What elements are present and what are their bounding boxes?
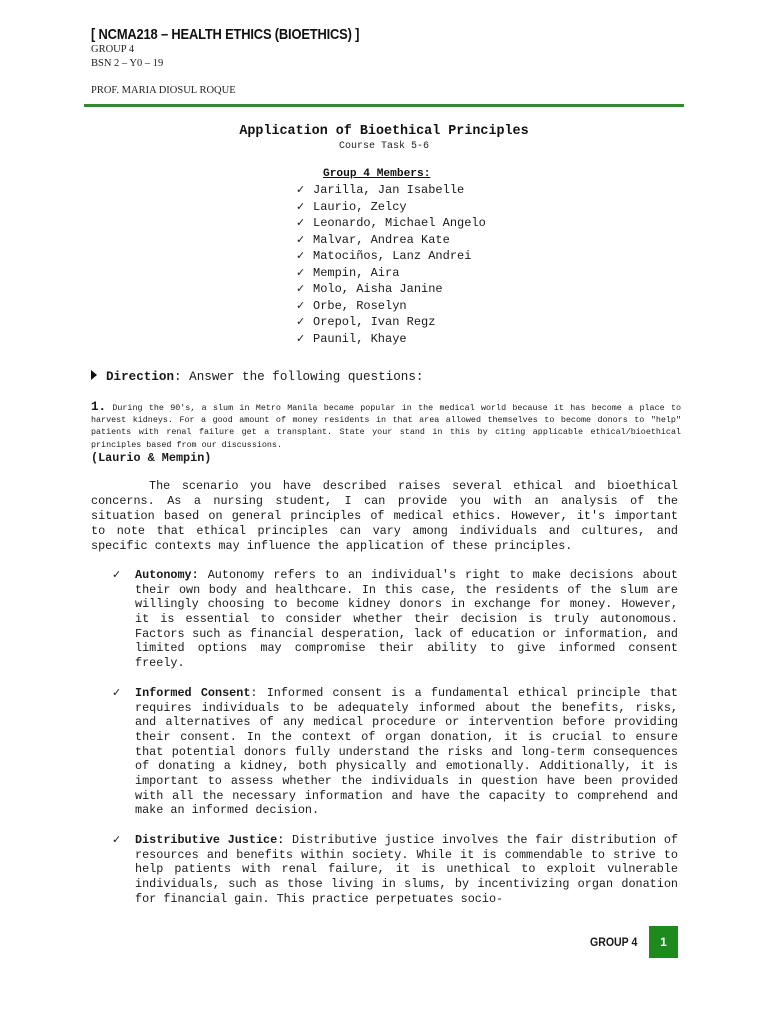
member-name: Jarilla, Jan Isabelle xyxy=(313,183,465,197)
members-heading: Group 4 Members: xyxy=(323,168,431,180)
page-number-badge: 1 xyxy=(649,926,678,958)
checkmark-icon: ✓ xyxy=(112,568,122,581)
member-name: Leonardo, Michael Angelo xyxy=(313,216,486,230)
document-title: Application of Bioethical Principles xyxy=(239,124,529,139)
intro-paragraph: The scenario you have described raises several ethical and bioethical concerns. As a nursing student, I can provide you with an analysis of the situation based on general principles of medical ethics. However, it's important to note that ethical principles can vary among individuals and cultures, and specific contexts may influence the application of these principles. xyxy=(91,479,678,553)
checkmark-icon: ✓ xyxy=(296,183,306,196)
list-item xyxy=(296,248,486,265)
member-name: Matociños, Lanz Andrei xyxy=(313,249,472,263)
direction-label: Direction xyxy=(106,370,175,384)
member-name: Laurio, Zelcy xyxy=(313,199,407,214)
list-item xyxy=(296,182,486,199)
direction-line xyxy=(91,370,423,384)
principle-body xyxy=(135,568,678,671)
principle-distributive-justice xyxy=(112,833,678,906)
principle-text: : Informed consent is a fundamental ethical principle that requires individuals to be adequately informed about the benefits, risks, and alternatives of any medical procedure or intervention before providing their consent. In the context of organ donation, it is crucial to ensure that potential donors fully understand the risks and long-term consequences of donating a kidney, both physically and emotionally. Additionally, it is important to assess whether the individuals in question have been provided with all the necessary information and have the capacity to comprehend and make an informed decision. xyxy=(135,686,678,818)
principle-body xyxy=(135,686,678,818)
course-title: [ NCMA218 – HEALTH ETHICS (BIOETHICS) ] xyxy=(91,26,360,43)
member-name: Paunil, Khaye xyxy=(313,331,407,346)
checkmark-icon: ✓ xyxy=(296,331,306,345)
footer-group-label: GROUP 4 xyxy=(590,935,638,949)
checkmark-icon: ✓ xyxy=(296,249,306,262)
document-subtitle: Course Task 5-6 xyxy=(338,141,429,152)
principle-text: Distributive justice involves the fair distribution of resources and benefits within society. While it is commendable to strive to help patients with renal failure, it is unethical to exploit vulnerable individuals, such as those living in slums, by incentivizing organ donation for financial gain. This practice perpetuates socio- xyxy=(135,833,678,906)
member-name: Orbe, Roselyn xyxy=(313,298,407,313)
list-item xyxy=(296,331,486,348)
list-item xyxy=(296,281,486,298)
section-label: BSN 2 – Y0 – 19 xyxy=(91,58,164,69)
triangle-bullet-icon xyxy=(91,370,97,380)
checkmark-icon: ✓ xyxy=(112,833,122,846)
checkmark-icon: ✓ xyxy=(296,199,306,213)
principle-autonomy xyxy=(112,568,678,671)
checkmark-icon: ✓ xyxy=(112,686,122,699)
question-number: 1. xyxy=(91,400,107,414)
checkmark-icon: ✓ xyxy=(296,265,306,279)
principle-text: Autonomy refers to an individual's right to make decisions about their own body and healthcare. In this case, the residents of the slum are willingly choosing to become kidney donors in exchange for money. However, it is essential to consider whether their decision is truly autonomous. Factors such as financial desperation, lack of education or information, and limited options may compromise their ability to give informed consent freely. xyxy=(135,568,678,670)
member-name: Malvar, Andrea Kate xyxy=(313,232,450,247)
list-item xyxy=(296,298,486,315)
list-item xyxy=(296,232,486,249)
member-name: Molo, Aisha Janine xyxy=(313,282,443,296)
list-item xyxy=(296,199,486,216)
question-1 xyxy=(91,401,681,451)
header-divider xyxy=(84,104,684,107)
question-text: During the 90's, a slum in Metro Manila became popular in the medical world because it has become a place to harvest kidneys. For a good amount of money residents in that area allowed themselves to become donors to "help" patients with renal failure get a transplant. State your stand in this by citing applicable ethical/bioethical principles based from our discussions. xyxy=(91,403,681,450)
professor-label: PROF. MARIA DIOSUL ROQUE xyxy=(91,85,236,96)
principle-body xyxy=(135,833,678,906)
direction-text: : Answer the following questions: xyxy=(174,370,424,384)
group-label: GROUP 4 xyxy=(91,44,135,55)
list-item xyxy=(296,314,486,331)
checkmark-icon: ✓ xyxy=(296,282,306,295)
list-item xyxy=(296,215,486,232)
members-list xyxy=(296,182,486,347)
principle-term: Informed Consent xyxy=(135,686,251,700)
principle-informed-consent xyxy=(112,686,678,818)
list-item xyxy=(296,265,486,282)
principle-term: Distributive Justice: xyxy=(135,833,285,847)
page-header xyxy=(91,26,711,98)
principle-term: Autonomy: xyxy=(135,568,199,582)
member-name: Orepol, Ivan Regz xyxy=(313,315,436,329)
checkmark-icon: ✓ xyxy=(296,232,306,246)
contributors: (Laurio & Mempin) xyxy=(91,451,212,465)
checkmark-icon: ✓ xyxy=(296,216,306,229)
checkmark-icon: ✓ xyxy=(296,315,306,328)
checkmark-icon: ✓ xyxy=(296,298,306,312)
member-name: Mempin, Aira xyxy=(313,265,400,280)
